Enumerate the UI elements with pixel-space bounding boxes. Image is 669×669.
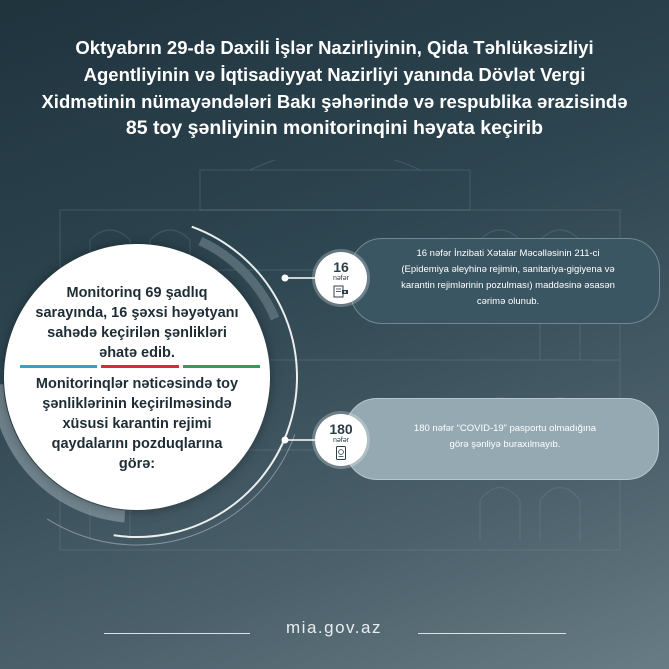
flag-stripe-green <box>183 365 260 368</box>
info-line: 16 nəfər İnzibati Xətalar Məcəlləsinin 211-ci <box>416 248 600 259</box>
summary-line: Monitorinq 69 şadlıq <box>66 285 208 301</box>
fine-document-icon <box>333 284 349 298</box>
summary-line: əhatə edib. <box>99 345 175 361</box>
headline-line: 85 toy şənliyinin monitorinqini həyata keçirib <box>125 117 544 139</box>
headline <box>20 34 649 142</box>
denied-count-badge <box>315 414 367 466</box>
info-line: (Epidemiya əleyhinə rejimin, sanitariya-gigiyena və <box>401 264 615 275</box>
info-line: cərimə olunub. <box>476 296 540 307</box>
summary-line: şənliklərinin keçirilməsində <box>42 396 232 412</box>
fined-count: 16 <box>333 259 349 275</box>
fined-count-unit: nəfər <box>333 275 349 282</box>
headline-line: Oktyabrın 29-də Daxili İşlər Nazirliyinin, Qida Təhlükəsizliyi <box>75 37 594 58</box>
flag-divider <box>20 365 260 368</box>
headline-line: Xidmətinin nümayəndələri Bakı şəhərində və respublika ərazisində <box>41 91 628 112</box>
passport-icon <box>333 446 349 460</box>
denied-entry-text <box>370 421 640 453</box>
summary-line: sarayında, 16 şəxsi həyətyanı <box>35 305 239 321</box>
summary-paragraph-results <box>14 374 260 474</box>
summary-paragraph-venues <box>14 283 260 363</box>
summary-line: görə: <box>118 456 156 472</box>
headline-line: Agentliyinin və İqtisadiyyat Nazirliyi yanında Dövlət Vergi <box>83 64 586 85</box>
summary-line: Monitorinqlər nəticəsində toy <box>35 376 239 392</box>
denied-count: 180 <box>329 421 353 437</box>
fined-count-badge <box>315 252 367 304</box>
summary-line: sahədə keçirilən şənlikləri <box>47 325 227 341</box>
denied-count-unit: nəfər <box>333 437 349 444</box>
info-line: karantin rejimlərinin pozulması) maddəsinə əsasən <box>401 280 615 291</box>
summary-line: qaydalarını pozduqlarına <box>51 436 223 452</box>
info-line: 180 nəfər “COVID-19” pasportu olmadığına <box>413 423 597 434</box>
flag-stripe-red <box>101 365 178 368</box>
fine-info-pill <box>350 238 660 324</box>
footer-divider-left <box>104 633 250 634</box>
info-line: görə şənliyə buraxılmayıb. <box>449 439 561 450</box>
fine-info-text <box>375 246 641 310</box>
denied-entry-pill <box>345 398 659 480</box>
footer-divider-right <box>418 633 566 634</box>
summary-line: xüsusi karantin rejimi <box>62 416 212 432</box>
footer-website[interactable]: mia.gov.az <box>286 618 382 637</box>
flag-stripe-blue <box>20 365 97 368</box>
